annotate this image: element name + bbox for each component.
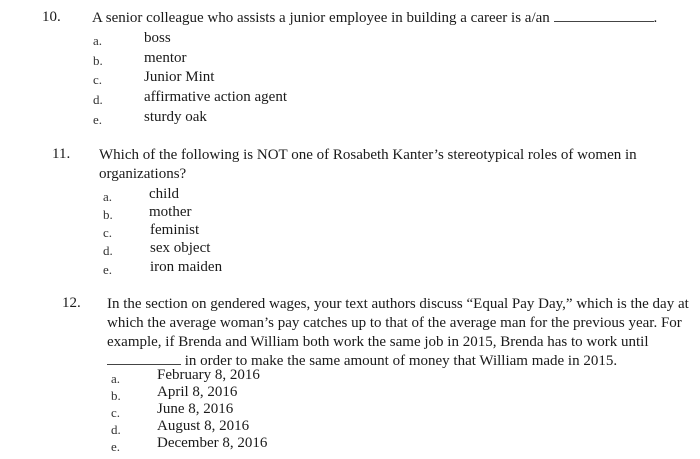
option-text: child [149, 186, 179, 202]
option-letter: b. [93, 53, 103, 68]
option-letter: c. [103, 225, 113, 240]
option-letter: e. [103, 262, 113, 277]
answer-blank [107, 364, 181, 365]
option-text: iron maiden [150, 259, 223, 275]
question-10-stem-text: A senior colleague who assists a junior employee in building a career is a/an [92, 10, 550, 26]
option-letter: b. [111, 388, 121, 403]
question-12-stem-line: in order to make the same amount of money that William made in 2015. [184, 353, 618, 369]
option-letter: d. [93, 92, 103, 107]
option-text: June 8, 2016 [157, 401, 234, 417]
question-11-stem-line: organizations? [99, 166, 187, 182]
option-text: February 8, 2016 [157, 367, 260, 383]
option-text: feminist [150, 222, 200, 238]
option-text: August 8, 2016 [157, 418, 250, 434]
question-10-stem [92, 9, 657, 28]
option-letter: e. [111, 439, 121, 454]
option-letter: a. [111, 371, 121, 386]
question-10-number: 10. [42, 9, 61, 25]
option-text: affirmative action agent [144, 89, 287, 105]
option-letter: d. [111, 422, 121, 437]
option-letter: b. [103, 207, 113, 222]
option-letter: a. [93, 33, 103, 48]
option-letter: e. [93, 112, 103, 127]
option-text: mother [149, 204, 192, 220]
option-text: December 8, 2016 [157, 435, 268, 451]
option-letter: a. [103, 189, 113, 204]
option-text: April 8, 2016 [157, 384, 238, 400]
question-11-stem-line: Which of the following is NOT one of Rosabeth Kanter’s stereotypical roles of women in [99, 147, 637, 163]
question-12-number: 12. [62, 295, 81, 311]
option-text: sturdy oak [144, 109, 207, 125]
option-text: Junior Mint [144, 69, 215, 85]
option-letter: c. [111, 405, 121, 420]
option-text: boss [144, 30, 171, 46]
question-11-number: 11. [52, 146, 71, 162]
question-12-stem-line: In the section on gendered wages, your text authors discuss “Equal Pay Day,” which is the day at [107, 296, 689, 312]
option-letter: d. [103, 243, 113, 258]
option-letter: c. [93, 72, 103, 87]
option-text: mentor [144, 50, 187, 66]
option-text: sex object [150, 240, 211, 256]
question-12-stem-line: which the average woman’s pay catches up to that of the average man for the previous year. For [107, 315, 682, 331]
question-12-stem-line: example, if Brenda and William both work the same job in 2015, Brenda has to work until [107, 334, 649, 350]
question-10-stem-end: . [653, 10, 658, 26]
answer-blank [554, 21, 654, 22]
